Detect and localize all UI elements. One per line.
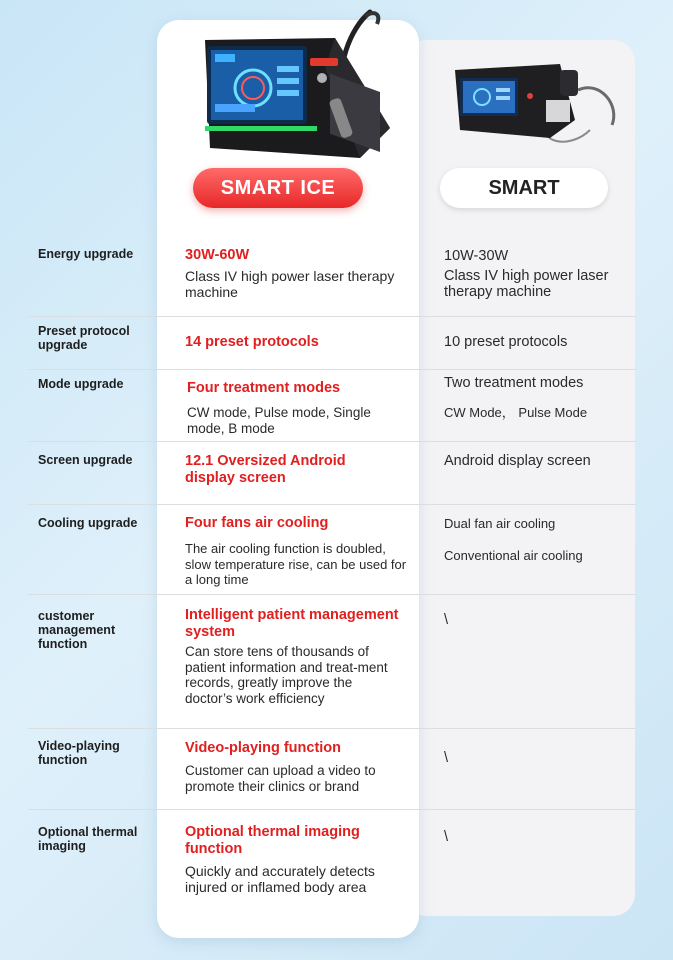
smart-energy-desc: Class IV high power laser therapy machine (444, 268, 609, 300)
smart-ice-cooling-title: Four fans air cooling (185, 515, 329, 531)
feature-label-customer: customer management function (38, 609, 116, 651)
smart-device-image (450, 50, 620, 155)
smart-ice-customer-desc: Can store tens of thousands of patient information and treat-ment records, greatly improve the doctor’s work efficiency (185, 644, 388, 706)
smart-preset-value: 10 preset protocols (444, 334, 568, 350)
feature-label-energy: Energy upgrade (38, 247, 134, 261)
smart-energy-value: 10W-30W (444, 248, 509, 264)
row-divider (28, 809, 636, 810)
smart-thermal-value: \ (444, 829, 449, 845)
feature-label-thermal: Optional thermal imaging (38, 825, 138, 853)
smart-mode-title: Two treatment modes (444, 375, 584, 391)
feature-label-preset: Preset protocol upgrade (38, 324, 130, 352)
smart-ice-energy-title: 30W-60W (185, 247, 250, 263)
row-divider (28, 594, 636, 595)
smart-ice-mode-title: Four treatment modes (187, 380, 341, 396)
feature-label-screen: Screen upgrade (38, 453, 133, 467)
feature-label-mode: Mode upgrade (38, 377, 124, 391)
smart-ice-thermal-title: Optional thermal imaging function (185, 824, 360, 857)
smart-ice-preset-title: 14 preset protocols (185, 334, 319, 350)
smart-cooling-desc: Conventional air cooling (444, 548, 583, 563)
row-divider (28, 728, 636, 729)
feature-label-video: Video-playing function (38, 739, 120, 767)
smart-screen-value: Android display screen (444, 453, 591, 469)
smart-title-pill: SMART (440, 168, 608, 208)
smart-ice-screen-title: 12.1 Oversized Android display screen (185, 453, 346, 486)
feature-label-cooling: Cooling upgrade (38, 516, 138, 530)
row-divider (28, 504, 636, 505)
smart-customer-value: \ (444, 612, 449, 628)
smart-ice-cooling-desc: The air cooling function is doubled, slow temperature rise, can be used for a long time (185, 541, 407, 587)
smart-ice-title-pill: SMART ICE (193, 168, 363, 208)
row-divider (28, 441, 636, 442)
smart-ice-video-desc: Customer can upload a video to promote their clinics or brand (185, 763, 376, 794)
smart-cooling-title: Dual fan air cooling (444, 516, 556, 531)
smart-ice-device-image (185, 8, 400, 163)
smart-video-value: \ (444, 750, 449, 766)
smart-ice-energy-desc: Class IV high power laser therapy machine (185, 268, 395, 300)
smart-ice-customer-title: Intelligent patient management system (185, 607, 399, 640)
smart-mode-desc: CW Mode， Pulse Mode (444, 405, 588, 420)
smart-ice-mode-desc: CW mode, Pulse mode, Single mode, B mode (187, 405, 371, 436)
row-divider (28, 369, 636, 370)
smart-ice-thermal-desc: Quickly and accurately detects injured or inflamed body area (185, 863, 375, 895)
row-divider (28, 316, 636, 317)
smart-ice-video-title: Video-playing function (185, 740, 342, 756)
